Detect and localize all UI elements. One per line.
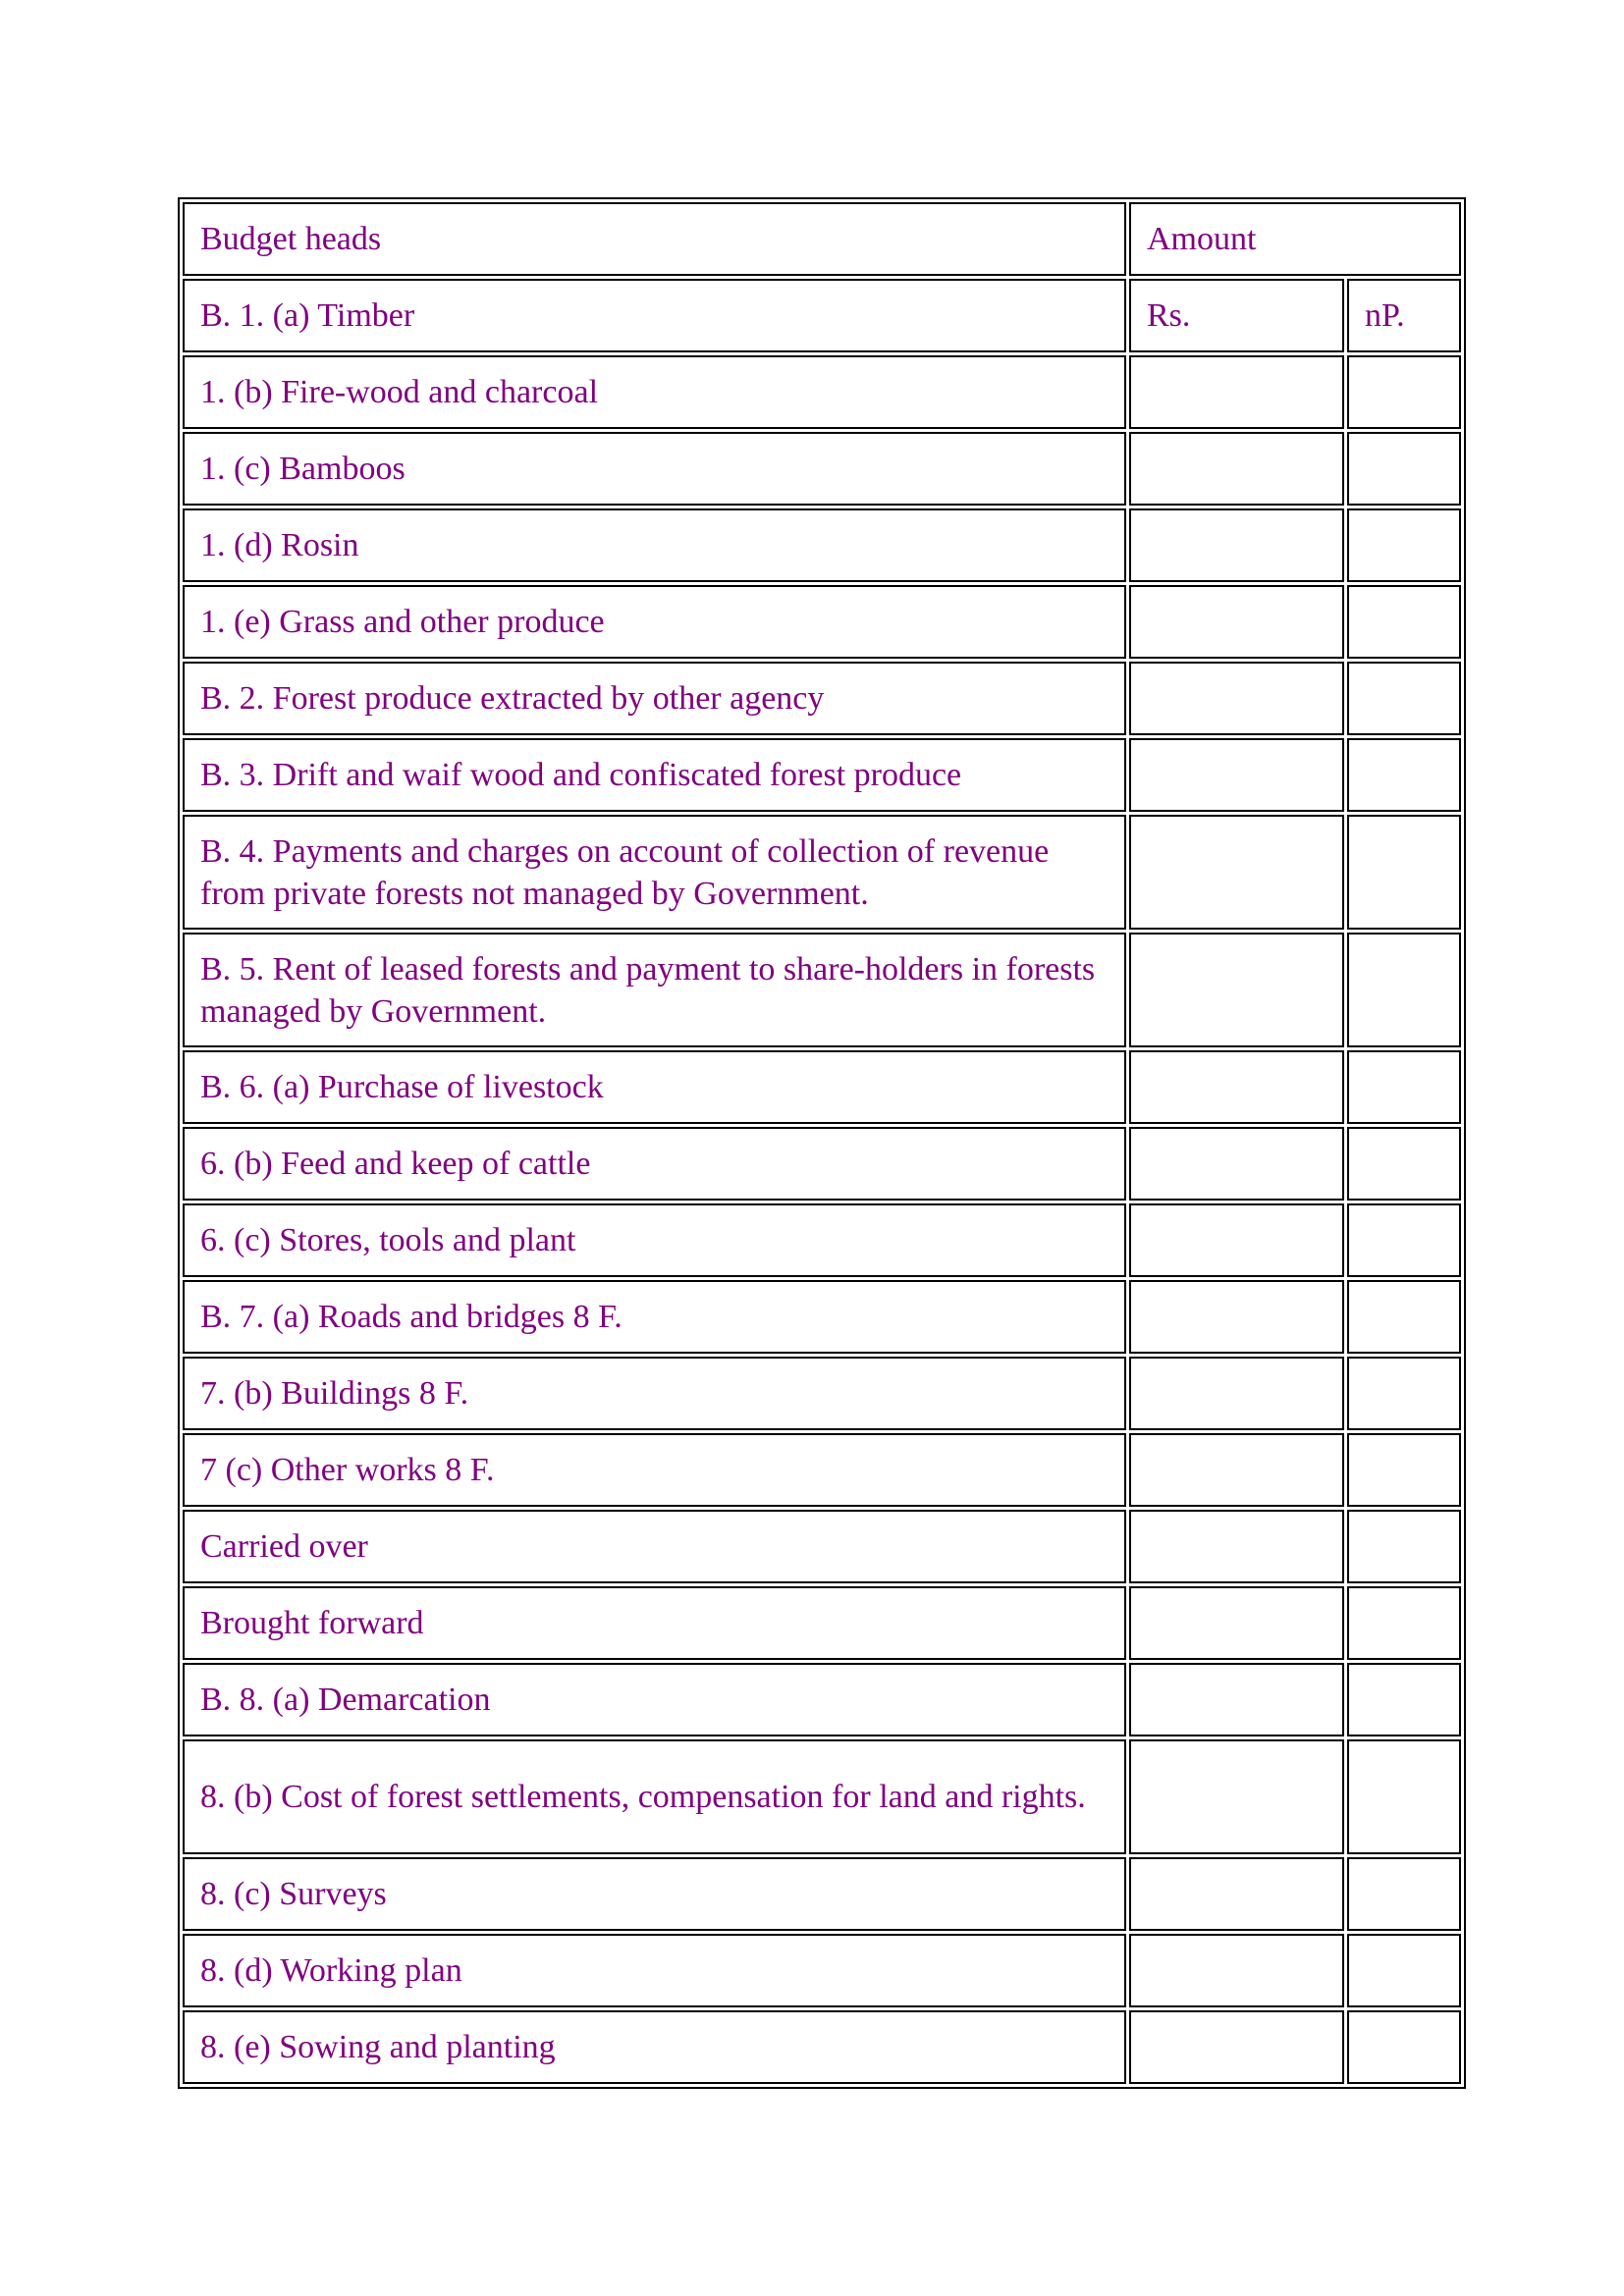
table-row	[183, 1857, 1461, 1931]
np-cell	[1347, 1510, 1461, 1583]
np-cell	[1347, 585, 1461, 659]
table-row	[183, 1433, 1461, 1507]
budget-head-cell: Carried over	[183, 1510, 1126, 1583]
np-cell	[1347, 815, 1461, 930]
np-cell	[1347, 1934, 1461, 2007]
table-row	[183, 1934, 1461, 2007]
rs-cell	[1129, 1586, 1344, 1660]
table-row	[183, 815, 1461, 930]
rs-cell	[1129, 1280, 1344, 1354]
budget-head-cell: B. 5. Rent of leased forests and payment to share-holders in forests managed by Government.	[183, 933, 1126, 1047]
np-cell	[1347, 1433, 1461, 1507]
budget-head-cell: 8. (e) Sowing and planting	[183, 2010, 1126, 2084]
table-row	[183, 1050, 1461, 1124]
budget-head-cell: B. 2. Forest produce extracted by other agency	[183, 662, 1126, 735]
budget-head-cell: 1. (e) Grass and other produce	[183, 585, 1126, 659]
np-cell	[1347, 1857, 1461, 1931]
budget-head-cell: 6. (c) Stores, tools and plant	[183, 1203, 1126, 1277]
rs-cell: Rs.	[1129, 279, 1344, 352]
rs-cell	[1129, 1739, 1344, 1854]
table-row	[183, 508, 1461, 582]
budget-head-cell: 1. (b) Fire-wood and charcoal	[183, 355, 1126, 429]
budget-head-cell: 8. (d) Working plan	[183, 1934, 1126, 2007]
budget-head-cell: 8. (b) Cost of forest settlements, compensation for land and rights.	[183, 1739, 1126, 1854]
budget-head-cell: B. 3. Drift and waif wood and confiscated forest produce	[183, 738, 1126, 812]
budget-head-cell: Brought forward	[183, 1586, 1126, 1660]
rs-cell	[1129, 1857, 1344, 1931]
rs-cell	[1129, 738, 1344, 812]
table-header-row	[183, 202, 1461, 276]
budget-head-cell: 1. (d) Rosin	[183, 508, 1126, 582]
np-cell	[1347, 1663, 1461, 1736]
rs-cell	[1129, 1357, 1344, 1430]
budget-head-cell: B. 1. (a) Timber	[183, 279, 1126, 352]
budget-head-cell: 6. (b) Feed and keep of cattle	[183, 1127, 1126, 1201]
rs-cell	[1129, 1127, 1344, 1201]
table-row	[183, 662, 1461, 735]
rs-cell	[1129, 1050, 1344, 1124]
rs-cell	[1129, 933, 1344, 1047]
np-cell	[1347, 662, 1461, 735]
table-row	[183, 2010, 1461, 2084]
rs-cell	[1129, 1510, 1344, 1583]
budget-heads-header: Budget heads	[183, 202, 1126, 276]
np-cell	[1347, 1050, 1461, 1124]
table-row	[183, 279, 1461, 352]
table-row	[183, 738, 1461, 812]
budget-table	[178, 197, 1466, 2089]
table-row	[183, 1510, 1461, 1583]
np-cell	[1347, 933, 1461, 1047]
np-cell: nP.	[1347, 279, 1461, 352]
rs-cell	[1129, 1203, 1344, 1277]
budget-head-cell: 7 (c) Other works 8 F.	[183, 1433, 1126, 1507]
np-cell	[1347, 1357, 1461, 1430]
budget-head-cell: 1. (c) Bamboos	[183, 432, 1126, 506]
np-cell	[1347, 1203, 1461, 1277]
rs-cell	[1129, 585, 1344, 659]
table-row	[183, 1280, 1461, 1354]
table-row	[183, 432, 1461, 506]
table-row	[183, 933, 1461, 1047]
rs-cell	[1129, 432, 1344, 506]
budget-head-cell: B. 8. (a) Demarcation	[183, 1663, 1126, 1736]
np-cell	[1347, 1280, 1461, 1354]
table-row	[183, 585, 1461, 659]
rs-cell	[1129, 355, 1344, 429]
table-row	[183, 355, 1461, 429]
budget-head-cell: B. 4. Payments and charges on account of collection of revenue from private forests not managed by Government.	[183, 815, 1126, 930]
table-row	[183, 1357, 1461, 1430]
rs-cell	[1129, 1663, 1344, 1736]
budget-head-cell: B. 7. (a) Roads and bridges 8 F.	[183, 1280, 1126, 1354]
budget-head-cell: 7. (b) Buildings 8 F.	[183, 1357, 1126, 1430]
rs-cell	[1129, 1433, 1344, 1507]
rs-cell	[1129, 815, 1344, 930]
table-row	[183, 1203, 1461, 1277]
table-row	[183, 1663, 1461, 1736]
rs-cell	[1129, 662, 1344, 735]
amount-header: Amount	[1129, 202, 1461, 276]
np-cell	[1347, 1739, 1461, 1854]
np-cell	[1347, 1127, 1461, 1201]
table-row	[183, 1127, 1461, 1201]
np-cell	[1347, 738, 1461, 812]
budget-head-cell: 8. (c) Surveys	[183, 1857, 1126, 1931]
np-cell	[1347, 2010, 1461, 2084]
rs-cell	[1129, 508, 1344, 582]
rs-cell	[1129, 2010, 1344, 2084]
np-cell	[1347, 508, 1461, 582]
np-cell	[1347, 355, 1461, 429]
budget-head-cell: B. 6. (a) Purchase of livestock	[183, 1050, 1126, 1124]
np-cell	[1347, 1586, 1461, 1660]
np-cell	[1347, 432, 1461, 506]
rs-cell	[1129, 1934, 1344, 2007]
table-row	[183, 1739, 1461, 1854]
table-row	[183, 1586, 1461, 1660]
